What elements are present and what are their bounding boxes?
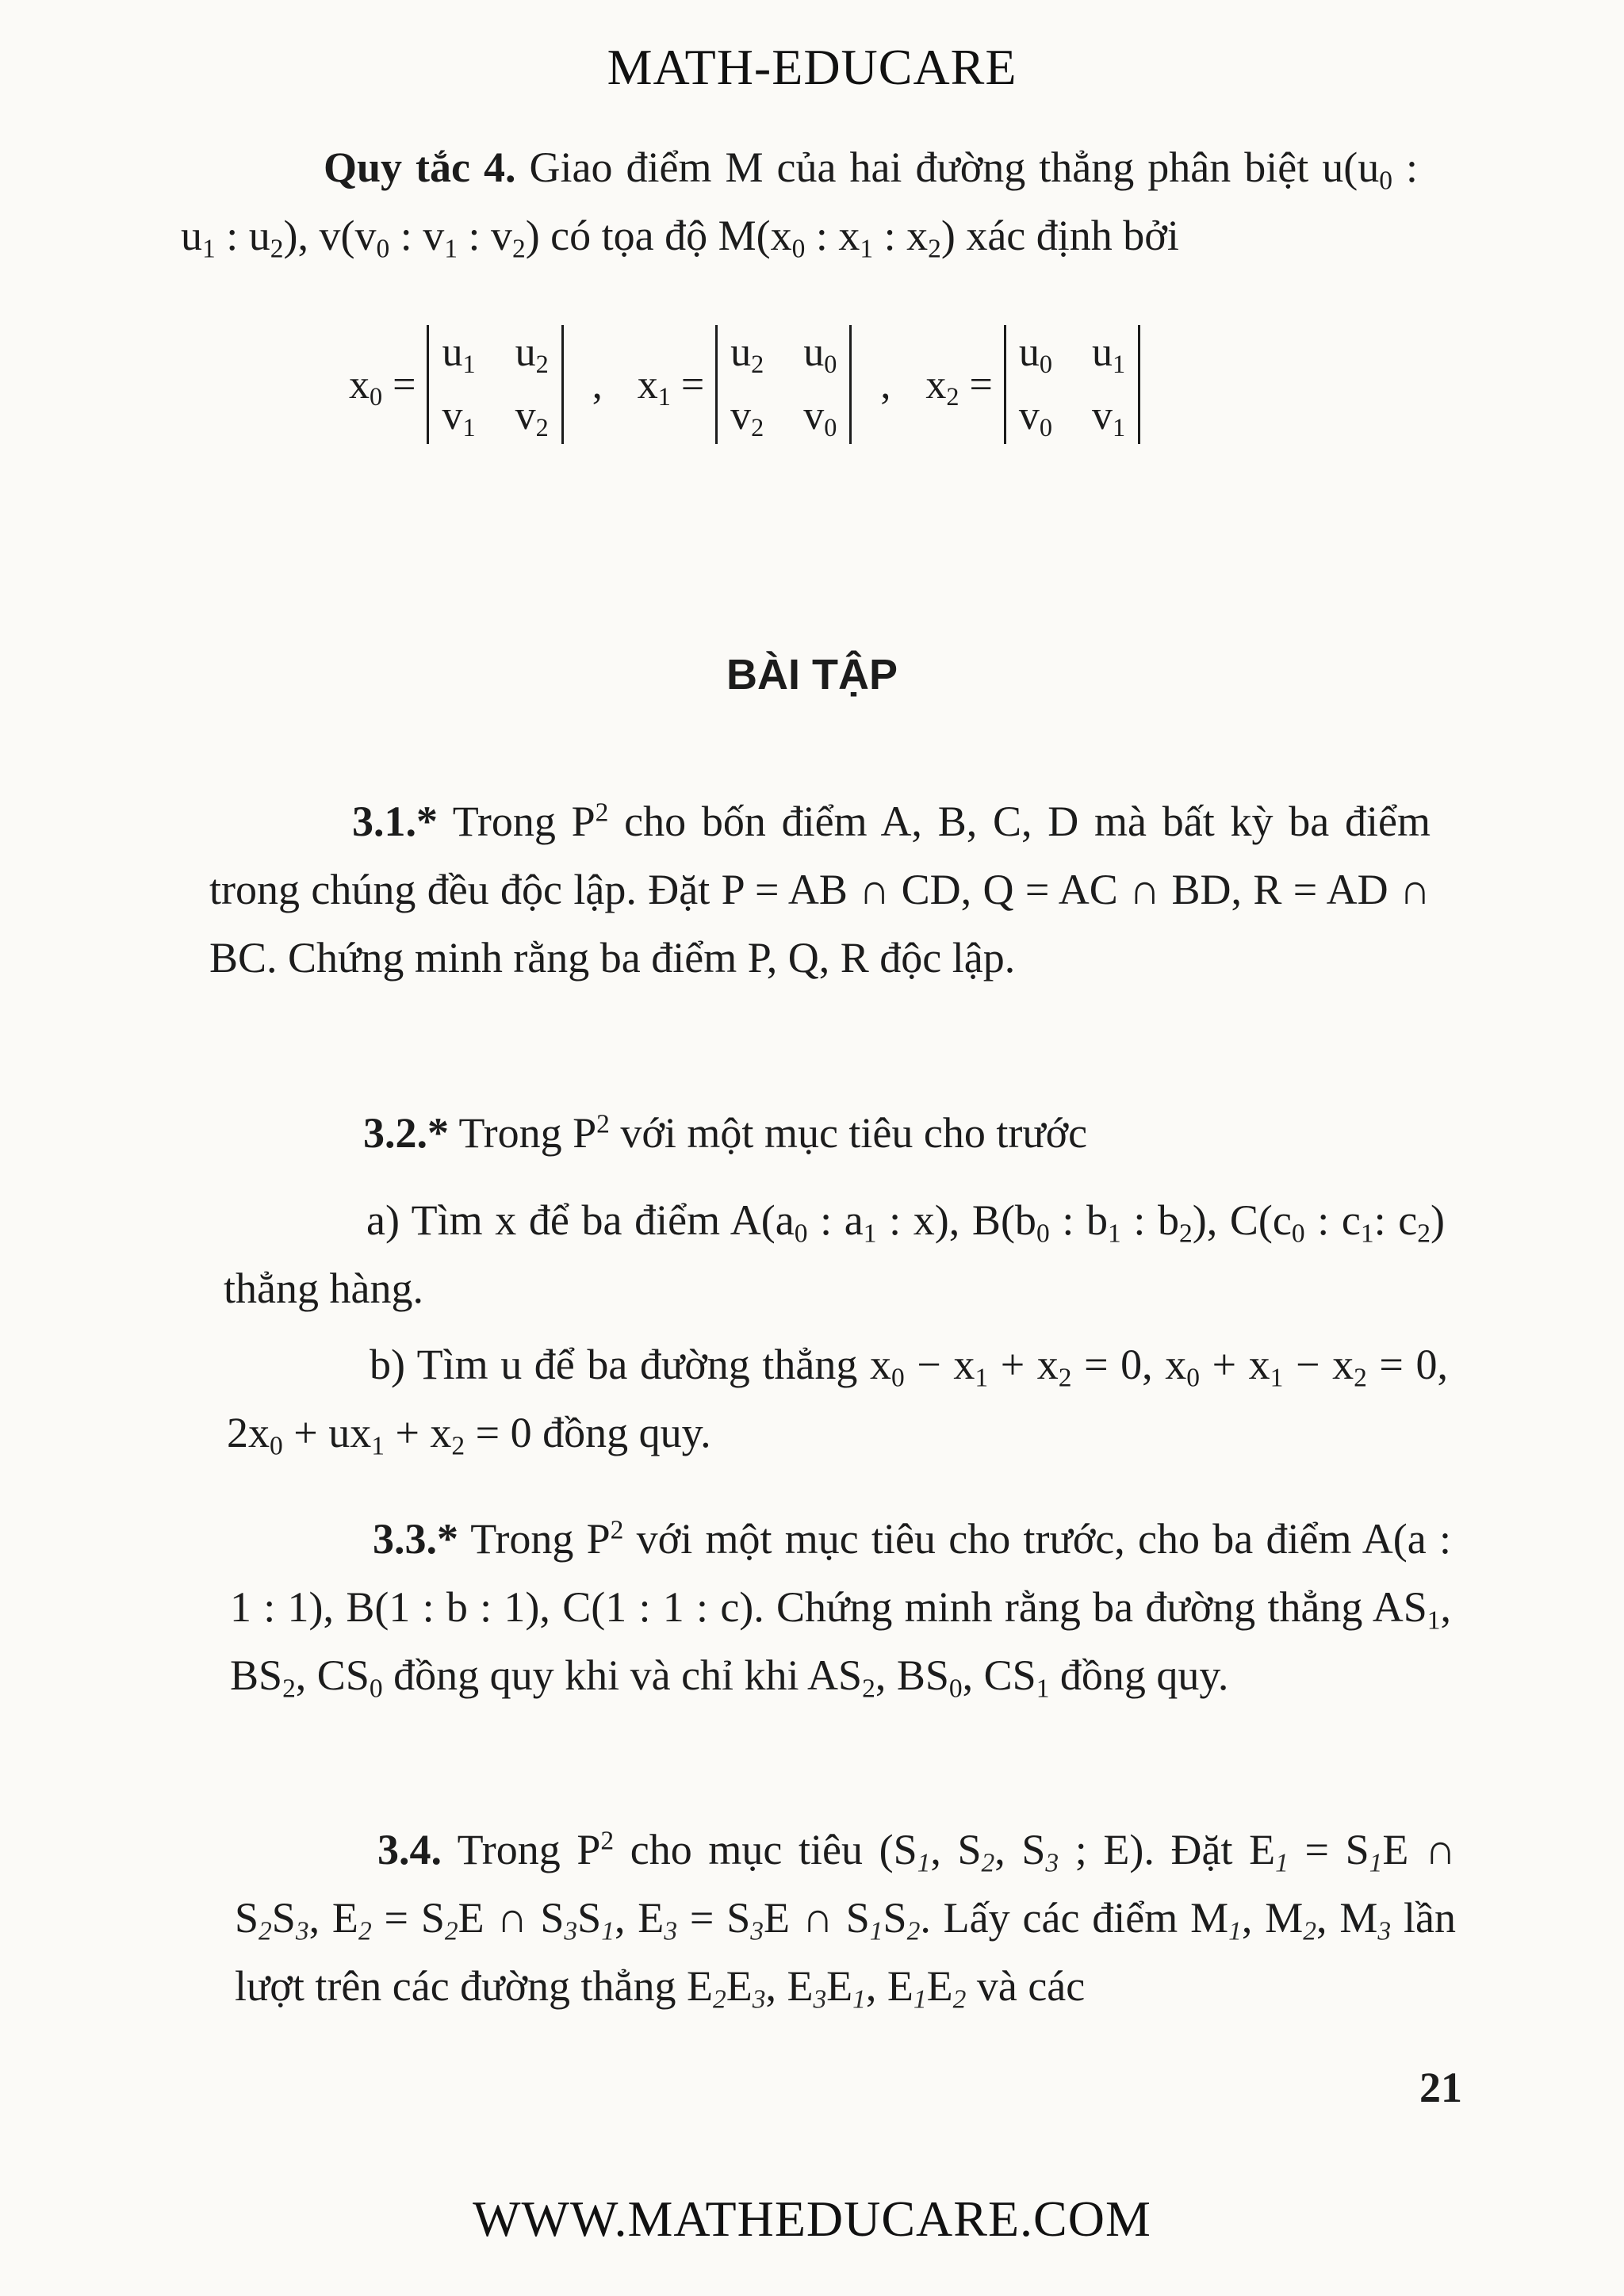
exercise-3-4: 3.4. Trong $P^2$ cho mục tiêu ($S_1$, $S_2$, $S_3$ ; E). Đặt $E_1 = S_1E$ ∩ $S_2S_3$, $E_2 = S_2E$ ∩ $S_3S_1$, $E_3 = S_3E$ ∩ $S_1S_2$. Lấy các điểm $M_1$, $M_2$, $M_3$ lần lượt trên các đường thẳng $E_2E_3$, $E_3E_1$, $E_1E_2$ và các xyxy=(235,1826,1456,2015)
exercise-3-1: 3.1.* Trong $P^2$ cho bốn điểm A, B, C, D mà bất kỳ ba điểm trong chúng đều độc lập. Đặt P = AB ∩ CD, Q = AC ∩ BD, R = AD ∩ BC. Chứng minh rằng ba điểm P, Q, R độc lập. xyxy=(209,798,1431,982)
exercise-3-2-a: a) Tìm x để ba điểm $A(a_0$ : $a_1$ : x), $B(b_0$ : $b_1$ : $b_2$), $C(c_0$ : $c_1$: $c_2$) thẳng hàng. xyxy=(224,1196,1445,1312)
section-title: BÀI TẬP xyxy=(726,651,898,698)
determinant-formula xyxy=(349,317,1300,452)
formula-separator: , xyxy=(880,362,891,408)
exercise-3-4-label: 3.4. xyxy=(377,1826,442,1873)
determinant-x1: $u_2$ $u_0$ $v_2$ $v_0$ xyxy=(715,325,852,444)
determinant-x0: $u_1$ $u_2$ $v_1$ $v_2$ xyxy=(427,325,563,444)
rule-4-paragraph: Quy tắc 4. Giao điểm M của hai đường thẳng phân biệt $u(u_0$ : $u_1$ : $u_2$), $v(v_0$ : $v_1$ : $v_2$) có tọa độ $M(x_0$ : $x_1$ : $x_2$) xác định bởi xyxy=(181,144,1418,264)
formula-x0-lhs: $x_0$ = xyxy=(349,362,416,411)
exercise-3-1-label: 3.1.* xyxy=(352,798,438,845)
rule-4-label: Quy tắc 4. xyxy=(324,144,516,191)
formula-x1-lhs: $x_1$ = xyxy=(637,362,705,411)
exercise-3-2-b: b) Tìm u để ba đường thẳng $x_0 - x_1 + x_2 = 0$, $x_0 + x_1 - x_2 = 0$, $2x_0 + ux_1 + x_2 = 0$ đồng quy. xyxy=(227,1341,1448,1461)
formula-separator: , xyxy=(592,362,603,408)
determinant-x2: $u_0$ $u_1$ $v_0$ $v_1$ xyxy=(1004,325,1140,444)
formula-x2-lhs: $x_2$ = xyxy=(925,362,993,411)
page-header: MATH-EDUCARE xyxy=(607,39,1017,95)
exercise-3-3: 3.3.* Trong $P^2$ với một mục tiêu cho trước, cho ba điểm A(a : 1 : 1), B(1 : b : 1), C(1 : 1 : c). Chứng minh rằng ba đường thẳng $AS_1$, $BS_2$, $CS_0$ đồng quy khi và chỉ khi $AS_2$, $BS_0$, $CS_1$ đồng quy. xyxy=(230,1515,1451,1704)
exercise-3-3-label: 3.3.* xyxy=(373,1515,458,1563)
page-footer: WWW.MATHEDUCARE.COM xyxy=(473,2191,1151,2247)
exercise-3-2-intro: 3.2.* Trong $P^2$ với một mục tiêu cho trước xyxy=(363,1109,1088,1157)
page-number: 21 xyxy=(1419,2064,1462,2111)
exercise-3-2-label: 3.2.* xyxy=(363,1109,449,1157)
